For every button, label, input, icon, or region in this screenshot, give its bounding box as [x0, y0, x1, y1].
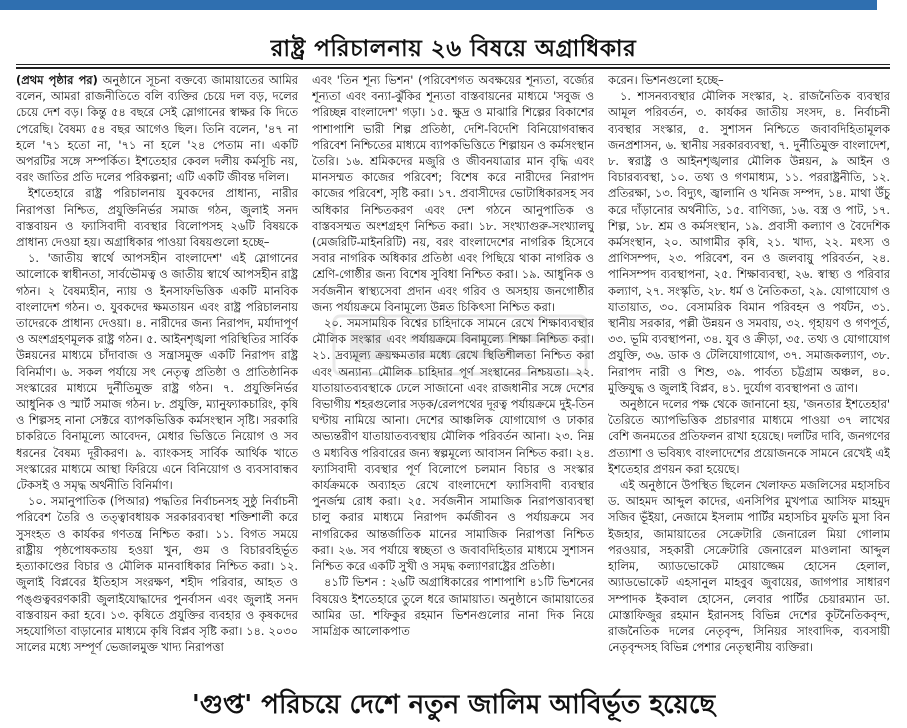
- article-columns: [16, 72, 890, 668]
- next-article-headline: 'গুপ্ত' পরিচয়ে দেশে নতুন জালিম আবির্ভূত হয়েছে: [191, 690, 716, 720]
- paragraph-text: অনুষ্ঠানে সূচনা বক্তব্যে জামায়াতের আমির বলেন, আমরা রাজনীতিতে বলি ব্যক্তির চেয়ে দল বড়, দলের চেয়ে দেশ বড়। কিন্তু ৫৪ বছরে সেই স্লোগানের স্বাক্ষর কি দিতে পেরেছি। বৈষম্য ৫৪ বছর আগেও ছিল। তিনি বলেন, '৪৭ না হলে '৭১ হতো না, '৭১ না হলে '২৪ পেতাম না। একটি অপরটির সঙ্গে সম্পর্কিত। ইশতেহার কেবল দলীয় কর্মসূচি নয়, বরং জাতির প্রতি দলের পরিকল্পনা; এটি একটি জীবন্ত দলিল।: [16, 73, 298, 185]
- paragraph: ৪১টি ভিশন : ২৬টি অগ্রাধিকারের পাশাপাশি ৪১টি ভিশনের বিষয়েও ইশতেহারে তুলে ধরে জামায়াত। অনুষ্ঠানে জামায়াতের আমির ডা. শফিকুর রহমান ভিশনগুলোর নানা দিক নিয়ে সামগ্রিক আলোকপাত: [312, 575, 594, 638]
- paragraph: ১০. সমানুপাতিক (পিআর) পদ্ধতির নির্বাচনসহ সুষ্ঠু নির্বাচনী পরিবেশ তৈরি ও তত্ত্বাবধায়ক সরকারব্যবস্থা শক্তিশালী করে সুসংহত ও কার্যকর গণতন্ত্র নিশ্চিত করা। ১১. বিগত সময়ে রাষ্ট্রীয় পৃষ্ঠপোষকতায় হওয়া খুন, গুম ও বিচারবহির্ভূত হত্যাকাণ্ডের বিচার ও মৌলিক মানবাধিকার নিশ্চিত করা। ১২. জুলাই বিপ্লবের ইতিহাস সংরক্ষণ, শহীদ পরিবার, আহত ও পঙ্গুত্ববরণকারী জুলাইযোদ্ধাদের পুনর্বাসন এবং জুলাই সনদ বাস্তবায়ন করা হবে। ১৩. কৃষিতে প্রযুক্তির ব্যবহার ও কৃষকদের সহযোগিতা বাড়ানোর মাধ্যমে কৃষি বিপ্লব সৃষ্টি করা। ১৪. ২০৩০ সালের মধ্যে সম্পূর্ণ ভেজালমুক্ত খাদ্য নিরাপত্তা: [16, 494, 298, 655]
- headline-rule: [16, 64, 890, 65]
- column-3: [608, 72, 890, 668]
- paragraph: এবং 'তিন শূন্য ভিশন' (পরিবেশগত অবক্ষয়ের শূন্যতা, বর্জ্যের শূন্যতা এবং বন্যা-ঝুঁকির শূন্যতা বাস্তবায়নের মাধ্যমে 'সবুজ ও পরিচ্ছন্ন বাংলাদেশ' গড়া। ১৫. ক্ষুদ্র ও মাঝারি শিল্পের বিকাশের পাশাপাশি ভারী শিল্প প্রতিষ্ঠা, দেশি-বিদেশি বিনিয়োগবান্ধব পরিবেশ নিশ্চিতের মাধ্যমে ব্যাপকভিত্তিতে শিল্পায়ন ও কর্মসংস্থান তৈরি। ১৬. শ্রমিকদের মজুরি ও জীবনযাত্রার মান বৃদ্ধি এবং মানসম্মত কাজের পরিবেশ; বিশেষ করে নারীদের নিরাপদ কাজের পরিবেশ, সৃষ্টি করা। ১৭. প্রবাসীদের ভোটাধিকারসহ সব অধিকার নিশ্চিতকরণ এবং দেশ গঠনে আনুপাতিক ও বাস্তবসম্মত অংশগ্রহণ নিশ্চিত করা। ১৮. সংখ্যাগুরু-সংখ্যালঘু (মেজরিটি-মাইনরিটি) নয়, বরং বাংলাদেশের নাগরিক হিসেবে সবার নাগরিক অধিকার প্রতিষ্ঠা এবং পিছিয়ে থাকা নাগরিক ও শ্রেণি-গোষ্ঠীর জন্য বিশেষ সুবিধা নিশ্চিত করা। ১৯. আধুনিক ও সর্বজনীন স্বাস্থ্যসেবা প্রদান এবং গরিব ও অসহায় জনগোষ্ঠীর জন্য পর্যায়ক্রমে বিনামূল্যে উন্নত চিকিৎসা নিশ্চিত করা।: [312, 73, 594, 314]
- column-2: [312, 72, 594, 668]
- paragraph: ১. শাসনব্যবস্থার মৌলিক সংস্কার, ২. রাজনৈতিক ব্যবস্থার আমূল পরিবর্তন, ৩. কার্যকর জাতীয় সংসদ, ৪. নির্বাচনী ব্যবস্থার সংস্কার, ৫. সুশাসন নিশ্চিতে জবাবদিহিতামূলক জনপ্রশাসন, ৬. স্থানীয় সরকারব্যবস্থা, ৭. দুর্নীতিমুক্ত বাংলাদেশ, ৮. স্বরাষ্ট্র ও আইনশৃঙ্খলার মৌলিক উন্নয়ন, ৯ আইন ও বিচারব্যবস্থা, ১০. তথ্য ও গণমাধ্যম, ১১. পররাষ্ট্রনীতি, ১২. প্রতিরক্ষা, ১৩. বিদ্যুৎ, জ্বালানি ও খনিজ সম্পদ, ১৪. মাথা উঁচু করে দাঁড়ানোর অর্থনীতি, ১৫. বাণিজ্য, ১৬. বস্ত্র ও পাট, ১৭. শিল্প, ১৮. শ্রম ও কর্মসংস্থান, ১৯. প্রবাসী কল্যাণ ও বৈদেশিক কর্মসংস্থান, ২০. আগামীর কৃষি, ২১. খাদ্য, ২২. মৎস্য ও প্রাণিসম্পদ, ২৩. পরিবেশ, বন ও জলবায়ু পরিবর্তন, ২৪. পানিসম্পদ ব্যবস্থাপনা, ২৫. শিক্ষাব্যবস্থা, ২৬. স্বাস্থ্য ও পরিবার কল্যাণ, ২৭. সংস্কৃতি, ২৮. ধর্ম ও নৈতিকতা, ২৯. যোগাযোগ ও যাতায়াত, ৩০. বেসামরিক বিমান পরিবহন ও পর্যটন, ৩১. স্থানীয় সরকার, পল্লী উন্নয়ন ও সমবায়, ৩২. গৃহায়ণ ও গণপূর্ত, ৩৩. ভূমি ব্যবস্থাপনা, ৩৪. যুব ও ক্রীড়া, ৩৫. তথ্য ও যোগাযোগ প্রযুক্তি, ৩৬. ডাক ও টেলিযোগাযোগ, ৩৭. সমাজকল্যাণ, ৩৮. নিরাপদ নারী ও শিশু, ৩৯. পার্বত্য চট্টগ্রাম অঞ্চল, ৪০. মুক্তিযুদ্ধ ও জুলাই বিপ্লব, ৪১. দুর্যোগ ব্যবস্থাপনা ও ত্রাণ।: [608, 89, 890, 395]
- top-accent-bar: [0, 0, 907, 10]
- paragraph: এই অনুষ্ঠানে উপস্থিত ছিলেন খেলাফত মজলিসের মহাসচিব ড. আহমদ আব্দুল কাদের, এনসিপির মুখপাত্র আসিফ মাহমুদ সজিব ভূঁইয়া, নেজামে ইসলাম পার্টির মহাসচিব মুফতি মুসা বিন ইজহার, জামায়াতের সেক্রেটারি জেনারেল মিয়া গোলাম পরওয়ার, সহকারী সেক্রেটারি জেনারেল মাওলানা আব্দুল হালিম, অ্যাডভোকেট মোয়াজ্জেম হোসেন হেলাল, অ্যাডভোকেট এহসানুল মাহবুব জুবায়ের, জাগপার সাধারণ সম্পাদক ইকবাল হোসেন, লেবার পার্টির চেয়ারম্যান ডা. মোস্তাফিজুর রহমান ইরানসহ বিভিন্ন দেশের কূটনৈতিকবৃন্দ, রাজনৈতিক দলের নেতৃবৃন্দ, সিনিয়র সাংবাদিক, ব্যবসায়ী নেতৃবৃন্দসহ বিভিন্ন পেশার নেতৃস্থানীয় ব্যক্তিরা।: [608, 478, 890, 655]
- paragraph: অনুষ্ঠানে দলের পক্ষ থেকে জানানো হয়, 'জনতার ইশতেহার' তৈরিতে অ্যাপভিত্তিক প্রচারণার মাধ্যমে পাওয়া ৩৭ লাখের বেশি জনমতের প্রতিফলন রাখা হয়েছে। দলটির দাবি, জনগণের প্রত্যাশা ও ভবিষ্যৎ বাংলাদেশের প্রয়োজনকে সামনে রেখেই এই ইশতেহার প্রণয়ন করা হয়েছে।: [608, 397, 890, 476]
- paragraph: করেন। ভিশনগুলো হচ্ছে–: [608, 73, 724, 87]
- paragraph: ২০. সমসাময়িক বিশ্বের চাহিদাকে সামনে রেখে শিক্ষাব্যবস্থার মৌলিক সংস্কার এবং পর্যায়ক্রমে বিনামূল্যে শিক্ষা নিশ্চিত করা। ২১. দ্রব্যমূল্য ক্রয়ক্ষমতার মধ্যে রেখে স্থিতিশীলতা নিশ্চিত করা এবং অন্যান্য মৌলিক চাহিদার পূর্ণ সংস্থানের নিশ্চয়তা। ২২. যাতায়াতব্যবস্থাকে ঢেলে সাজানো এবং রাজধানীর সঙ্গে দেশের বিভাগীয় শহরগুলোর সড়ক/রেলপথের দূরত্ব পর্যায়ক্রমে দুই-তিন ঘণ্টায় নামিয়ে আনা। দেশের আঞ্চলিক যোগাযোগ ও ঢাকার অভ্যন্তরীণ যাতায়াতব্যবস্থায় মৌলিক পরিবর্তন আনা। ২৩. নিম্ন ও মধ্যবিত্ত পরিবারের জন্য স্বল্পমূল্যে আবাসন নিশ্চিত করা। ২৪. ফ্যাসিবাদী ব্যবস্থার পূর্ণ বিলোপে চলমান বিচার ও সংস্কার কার্যক্রমকে অব্যাহত রেখে বাংলাদেশে ফ্যাসিবাদী ব্যবস্থার পুনর্জন্ম রোধ করা। ২৫. সর্বজনীন সামাজিক নিরাপত্তাব্যবস্থা চালু করার মাধ্যমে নিরাপদ কর্মজীবন ও পর্যায়ক্রমে সব নাগরিকের আন্তর্জাতিক মানের সামাজিক নিরাপত্তা নিশ্চিত করা। ২৬. সব পর্যায়ে স্বচ্ছতা ও জবাবদিহিতার মাধ্যমে সুশাসন নিশ্চিত করে একটি সুখী ও সমৃদ্ধ কল্যাণরাষ্ট্রের প্রতিষ্ঠা।: [312, 316, 594, 574]
- page-headline: রাষ্ট্র পরিচালনায় ২৬ বিষয়ে অগ্রাধিকার: [270, 35, 637, 62]
- column-1: [16, 72, 298, 668]
- paragraph: [16, 72, 298, 185]
- paragraph: ইশতেহারে রাষ্ট্র পরিচালনায় যুবকদের প্রাধান্য, নারীর নিরাপত্তা নিশ্চিত, প্রযুক্তিনির্ভর সমাজ গঠন, জুলাই সনদ বাস্তবায়ন ও ফ্যাসিবাদী ব্যবস্থার বিলোপসহ ২৬টি বিষয়কে প্রাধান্য দেওয়া হয়। অগ্রাধিকার পাওয়া বিষয়গুলো হচ্ছে–: [16, 186, 298, 250]
- paragraph: ১. 'জাতীয় স্বার্থে আপসহীন বাংলাদেশ' এই স্লোগানের আলোকে স্বাধীনতা, সার্বভৌমত্ব ও জাতীয় স্বার্থে আপসহীন রাষ্ট্র গঠন। ২ বৈষম্যহীন, ন্যায় ও ইনসাফভিত্তিক একটি মানবিক বাংলাদেশ গঠন। ৩. যুবকদের ক্ষমতায়ন এবং রাষ্ট্র পরিচালনায় তাদেরকে প্রাধান্য দেওয়া। ৪. নারীদের জন্য নিরাপদ, মর্যাদাপূর্ণ ও অংশগ্রহণমূলক রাষ্ট্র গঠন। ৫. আইনশৃঙ্খলা পরিস্থিতির সার্বিক উন্নয়নের মাধ্যমে চাঁদাবাজ ও সন্ত্রাসমুক্ত একটি নিরাপদ রাষ্ট্র বিনির্মাণ। ৬. সকল পর্যায়ে সৎ নেতৃত্ব প্রতিষ্ঠা ও প্রাতিষ্ঠানিক সংস্কারের মাধ্যমে দুর্নীতিমুক্ত রাষ্ট্র গঠন। ৭. প্রযুক্তিনির্ভর আধুনিক ও স্মার্ট সমাজ গঠন। ৮. প্রযুক্তি, ম্যানুফ্যাকচারিং, কৃষি ও শিল্পসহ নানা সেক্টরে ব্যাপকভিত্তিক কর্মসংস্থান সৃষ্টি। সরকারি চাকরিতে বিনামূল্যে আবেদন, মেধার ভিত্তিতে নিয়োগ ও সব ধরনের বৈষম্য দূরীকরণ। ৯. ব্যাংকসহ সার্বিক আর্থিক খাতে সংস্কারের মাধ্যমে আস্থা ফিরিয়ে এনে বিনিয়োগ ও ব্যবসাবান্ধব টেকসই ও সমৃদ্ধ অর্থনীতি বিনির্মাণ।: [16, 251, 298, 493]
- headline-rule-thick: [16, 67, 890, 69]
- continuation-lead: (প্রথম পৃষ্ঠার পর): [16, 73, 98, 87]
